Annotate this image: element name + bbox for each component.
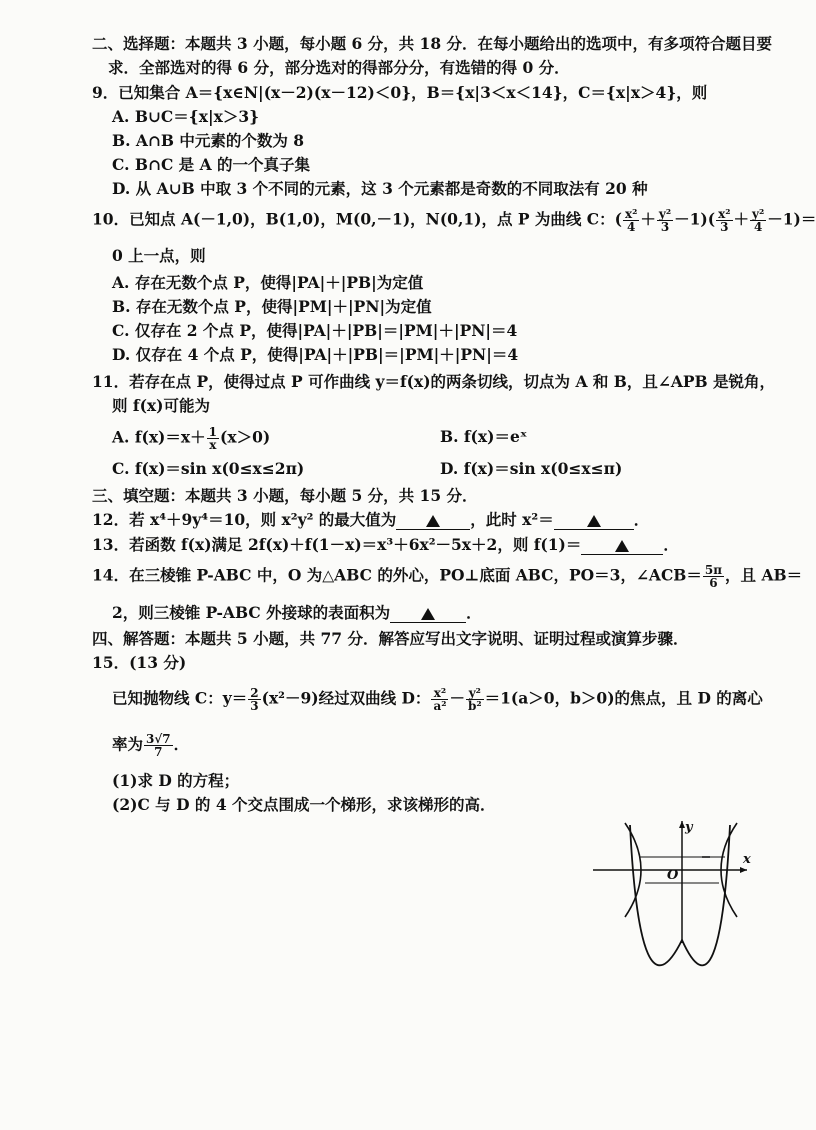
- q11-stem1: 11．若存在点 P，使得过点 P 可作曲线 y＝f(x)的两条切线，切点为 A 和 B，且∠APB 是锐角，: [92, 372, 776, 391]
- x-axis-arrow: [740, 867, 747, 873]
- q15-sub2: (2)C 与 D 的 4 个交点围成一个梯形，求该梯形的高．: [112, 795, 496, 814]
- q9-option-a: A. B∪C＝{x|x＞3}: [112, 107, 260, 126]
- q13-text: 13．若函数 f(x)满足 2f(x)＋f(1－x)＝x³＋6x²－5x＋2，则 f(1)＝: [92, 535, 582, 554]
- q14-frac: $\frac{5\pi}{6}$: [704, 563, 723, 590]
- q10-stem2: 0 上一点，则: [112, 246, 206, 265]
- origin-label: O: [667, 868, 679, 883]
- section2-line1: 二、选择题：本题共 3 小题，每小题 6 分，共 18 分．在每小题给出的选项中，有多项符合题目要: [92, 34, 773, 53]
- q15-frac1: $\frac{2}{3}$: [250, 686, 259, 713]
- section4-title: 四、解答题：本题共 5 小题，共 77 分．解答应写出文字说明、证明过程或演算步骤．: [92, 629, 689, 648]
- triangle-icon: [421, 608, 435, 620]
- q11-a-frac: $\frac{1}{x}$: [208, 425, 217, 452]
- q13: 13．若函数 f(x)满足 2f(x)＋f(1－x)＝x³＋6x²－5x＋2，则 f(1)＝ ．: [92, 535, 679, 554]
- q10-frac4: $\frac{\text{y²}}{4}$: [752, 207, 765, 234]
- q10-frac3: $\frac{\text{x²}}{3}$: [718, 207, 731, 234]
- q9-stem: 9．已知集合 A＝{x∈N|(x－2)(x－12)＜0}，B＝{x|3＜x＜14}，C＝{x|x＞4}，则: [92, 83, 708, 102]
- y-axis-label: y: [685, 820, 693, 835]
- q12-blank1[interactable]: [396, 511, 470, 530]
- q11-option-b: B. f(x)＝eˣ: [440, 427, 528, 446]
- q15-frac4: $\frac{3√7}{7}$: [146, 732, 171, 759]
- q10-option-b: B. 存在无数个点 P，使得|PM|＋|PN|为定值: [112, 297, 432, 316]
- q9-option-c: C. B∩C 是 A 的一个真子集: [112, 155, 310, 174]
- q15-para2: 率为 $\frac{3√7}{7}$ ．: [112, 732, 190, 759]
- section2-line2: 求．全部选对的得 6 分，部分选对的得部分分，有选错的得 0 分．: [108, 58, 570, 77]
- q15-para1: 已知抛物线 C：y＝ $\frac{2}{3}$ (x²－9)经过双曲线 D： $\frac{\text{x²}}{\text{a²}}$ － $\frac{\text{y²}}{\text{b²}}$ ＝1(a＞0，b＞0)的焦点，且 D 的离心: [112, 686, 763, 713]
- q15-figure: [585, 815, 755, 945]
- q14-blank[interactable]: [390, 604, 466, 623]
- q12: 12．若 x⁴＋9y⁴＝10，则 x²y² 的最大值为 ，此时 x²＝ ．: [92, 510, 650, 529]
- q14-line1: 14．在三棱锥 P-ABC 中，O 为△ABC 的外心，PO⊥底面 ABC，PO＝3，∠ACB＝ $\frac{5\pi}{6}$ ，且 AB＝: [92, 563, 803, 590]
- q10-option-d: D. 仅存在 4 个点 P，使得|PA|＋|PB|＝|PM|＋|PN|＝4: [112, 345, 519, 364]
- q12-text: 12．若 x⁴＋9y⁴＝10，则 x²y² 的最大值为: [92, 510, 397, 529]
- q15-title: 15．(13 分): [92, 653, 187, 672]
- q10-option-c: C. 仅存在 2 个点 P，使得|PA|＋|PB|＝|PM|＋|PN|＝4: [112, 321, 518, 340]
- q14-line2-text: 2，则三棱锥 P-ABC 外接球的表面积为: [112, 603, 391, 622]
- q10-frac1: $\frac{\text{x²}}{4}$: [624, 207, 638, 234]
- q14-text: 14．在三棱锥 P-ABC 中，O 为△ABC 的外心，PO⊥底面 ABC，PO＝3，∠ACB＝: [92, 565, 702, 585]
- q12-blank2[interactable]: [554, 511, 634, 530]
- q15-frac2: $\frac{\text{x²}}{\text{a²}}$: [433, 686, 447, 713]
- triangle-icon: [587, 515, 601, 527]
- q14-line2: 2，则三棱锥 P-ABC 外接球的表面积为 ．: [112, 603, 482, 622]
- q15-frac3: $\frac{\text{y²}}{\text{b²}}$: [467, 686, 482, 713]
- q10-stem-text: 10．已知点 A(－1,0)，B(1,0)，M(0,－1)，N(0,1)，点 P 为曲线 C：(: [92, 209, 622, 229]
- q10-stem: 10．已知点 A(－1,0)，B(1,0)，M(0,－1)，N(0,1)，点 P 为曲线 C：( $\frac{\text{x²}}{4}$ ＋ $\frac{\text{y²}}{3}$ －1)( $\frac{\text{x²}}{3}$ ＋ $\frac{\text{y²}}{4}$ －1)＝: [92, 207, 816, 234]
- q10-option-a: A. 存在无数个点 P，使得|PA|＋|PB|为定值: [112, 273, 424, 292]
- q11-stem2: 则 f(x)可能为: [112, 396, 210, 415]
- q15-sub1: (1)求 D 的方程；: [112, 771, 240, 790]
- q9-option-b: B. A∩B 中元素的个数为 8: [112, 131, 305, 150]
- section3-title: 三、填空题：本题共 3 小题，每小题 5 分，共 15 分．: [92, 486, 478, 505]
- q13-blank[interactable]: [581, 536, 663, 555]
- x-axis-label: x: [743, 852, 751, 867]
- q11-option-d: D. f(x)＝sin x(0≤x≤π): [440, 459, 623, 478]
- triangle-icon: [426, 515, 440, 527]
- triangle-icon: [615, 540, 629, 552]
- q10-frac2: $\frac{\text{y²}}{3}$: [658, 207, 672, 234]
- parabola-curve: [630, 825, 730, 965]
- q9-option-d: D. 从 A∪B 中取 3 个不同的元素，这 3 个元素都是奇数的不同取法有 20 种: [112, 179, 648, 198]
- q11-option-a: A. f(x)＝x＋ $\frac{1}{x}$ (x＞0): [112, 425, 271, 452]
- q11-option-c: C. f(x)＝sin x(0≤x≤2π): [112, 459, 305, 478]
